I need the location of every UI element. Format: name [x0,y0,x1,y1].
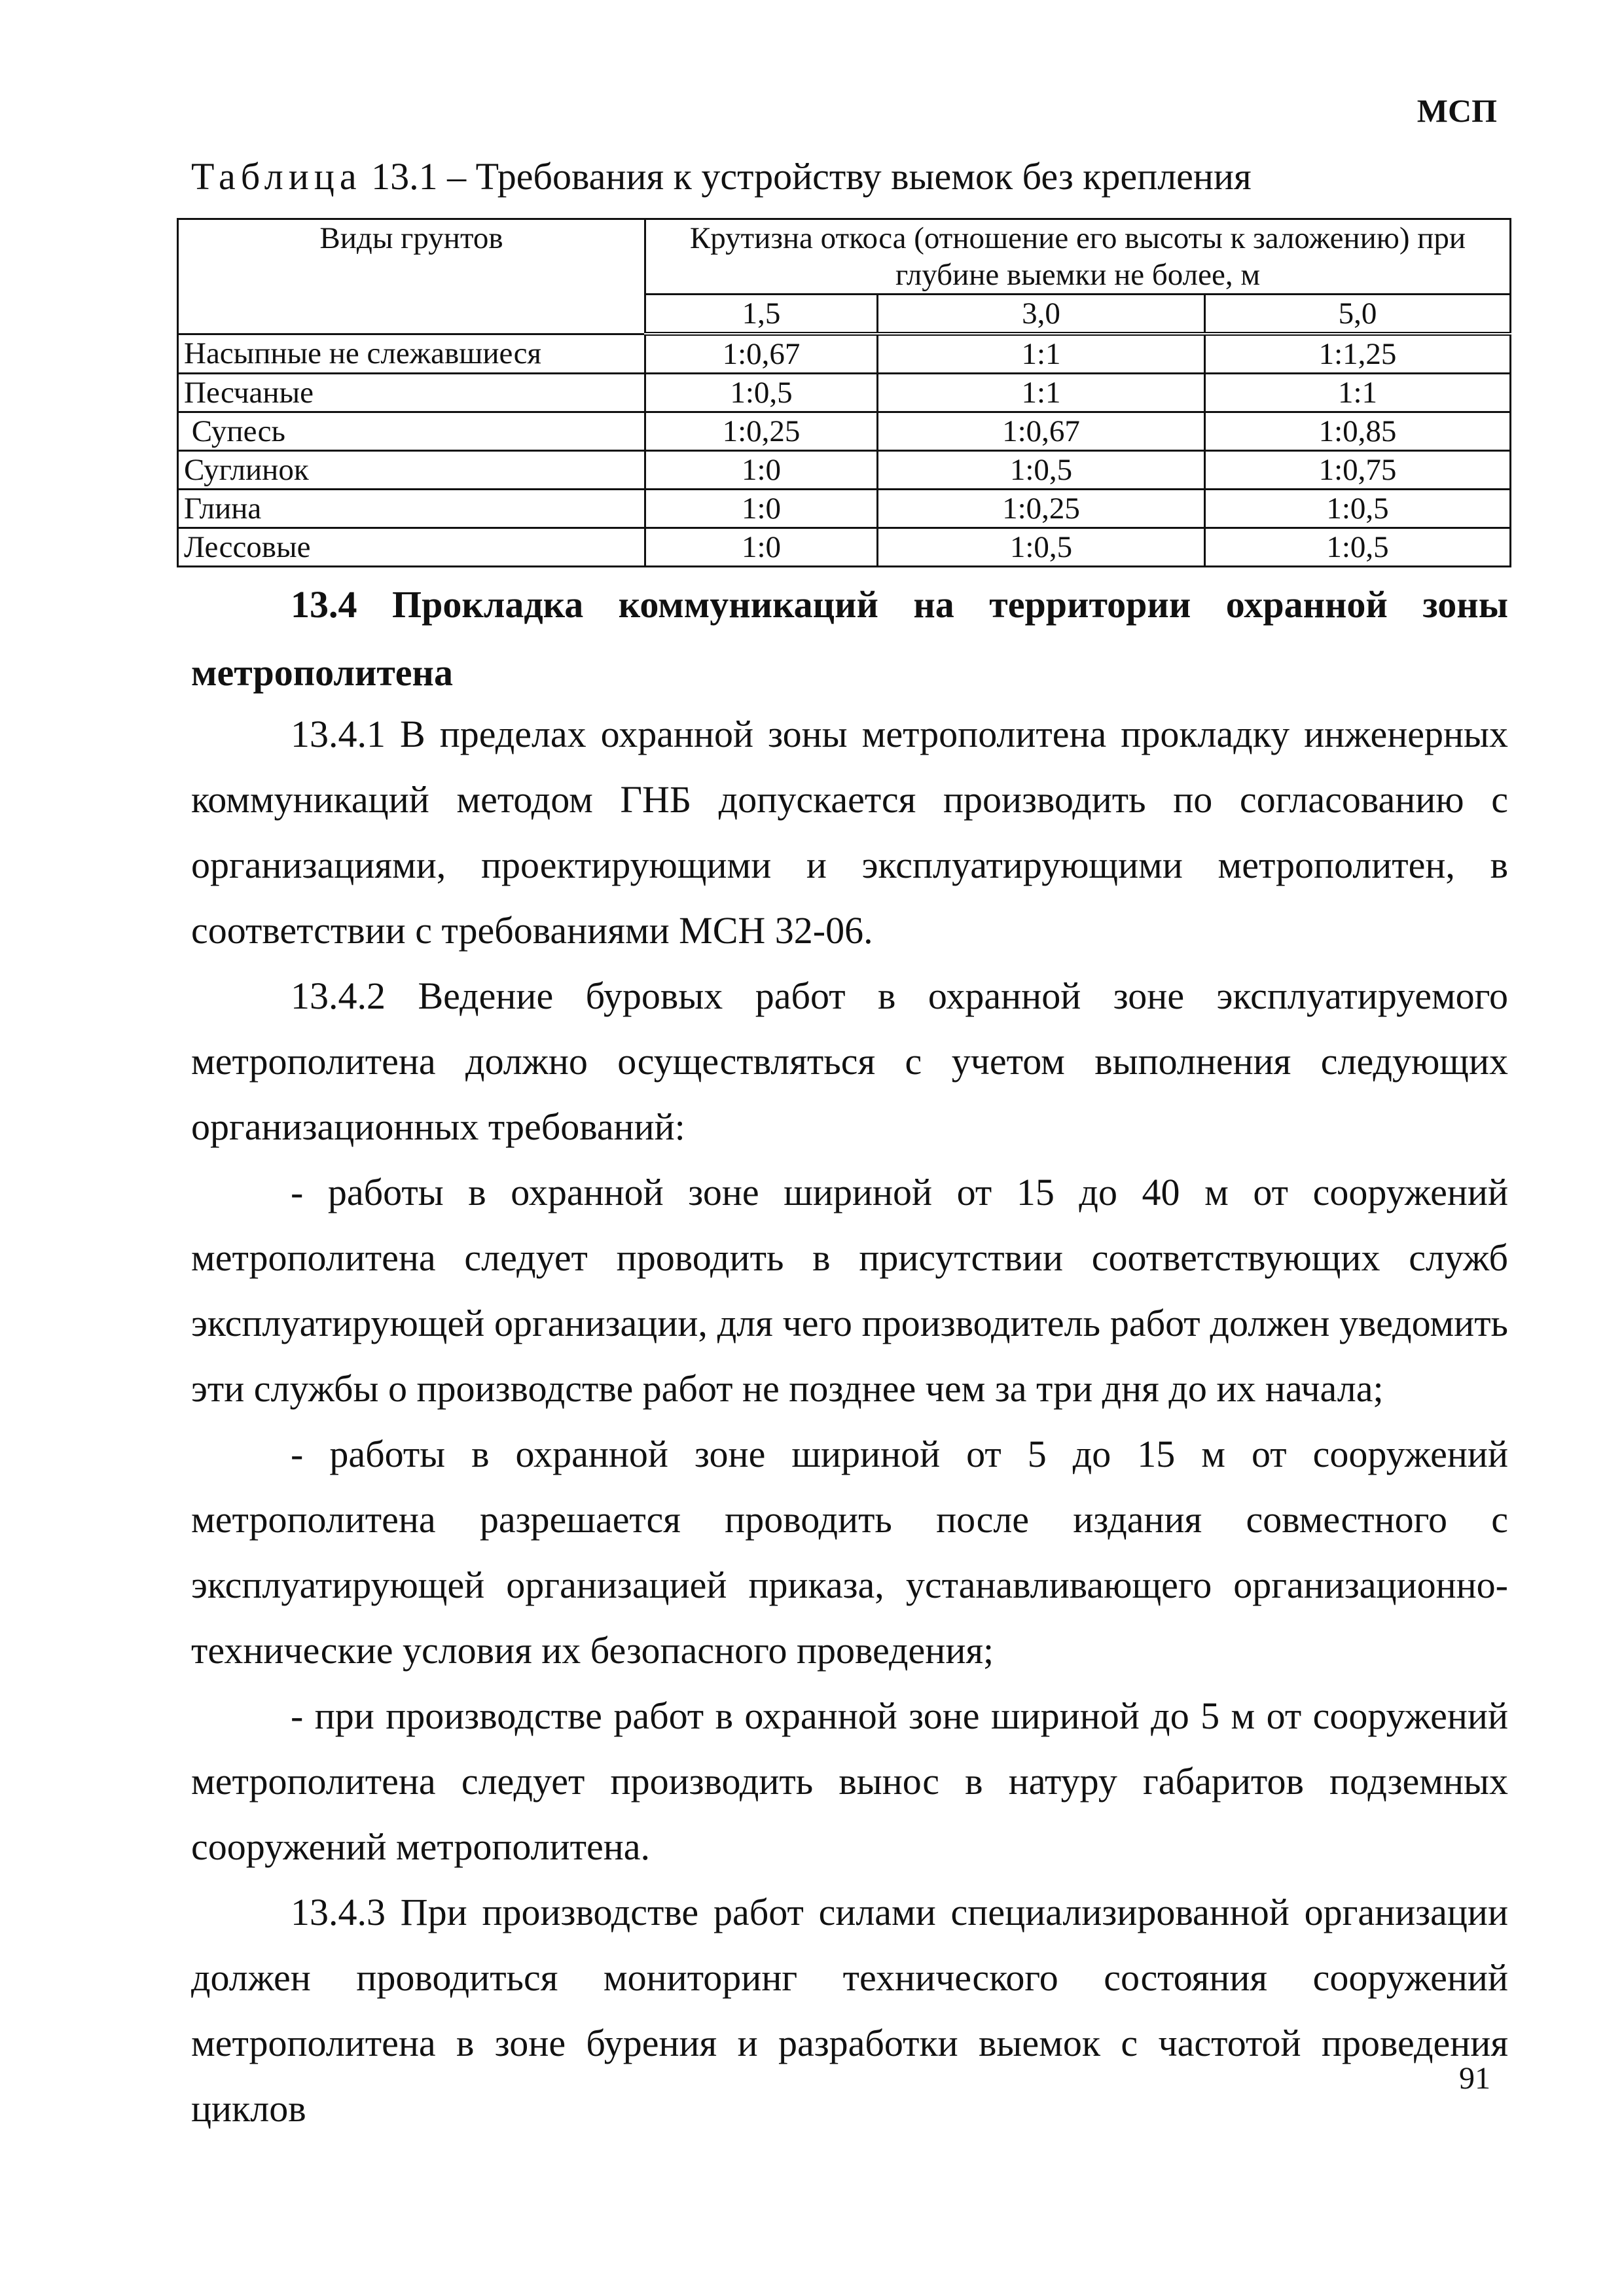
slope-value: 1:0,5 [878,451,1205,490]
slope-value: 1:0,5 [878,528,1205,567]
soil-name: Насыпные не слежавшиеся [178,334,645,374]
soil-name: Супесь [178,412,645,451]
paragraph: 13.4.3 При производстве работ силами специализированной организации должен проводиться мониторинг технического состояния сооружений метрополитена в зоне бурения и разработки выемок с частотой проведения циклов [191,1891,1508,2130]
slope-value: 1:0,5 [645,374,878,412]
header-depth: 3,0 [878,295,1205,334]
section-title: 13.4 Прокладка коммуникаций на территории охранной зоны метрополитена [191,583,1508,694]
section-body [191,702,1508,2142]
soil-name: Суглинок [178,451,645,490]
header-slope: Крутизна откоса (отношение его высоты к заложению) при глубине выемки не более, м [645,219,1511,295]
paragraph: - работы в охранной зоне шириной от 15 до 40 м от сооружений метрополитена следует проводить в присутствии соответствующих служб эксплуатирующей организации, для чего производитель работ должен уведомить эти службы о производстве работ не позднее чем за три дня до их начала; [191,1171,1508,1410]
table-caption-label: Таблица [191,155,362,198]
paragraph: 13.4.2 Ведение буровых работ в охранной зоне эксплуатируемого метрополитена должно осуществляться с учетом выполнения следующих организационных требований: [191,975,1508,1148]
table-row [178,374,1511,412]
slope-value: 1:1 [878,374,1205,412]
slope-value: 1:0,85 [1205,412,1511,451]
header-depth: 5,0 [1205,295,1511,334]
slope-value: 1:0,25 [645,412,878,451]
slope-value: 1:0,5 [1205,528,1511,567]
slope-value: 1:0,25 [878,490,1205,528]
slope-value: 1:0 [645,451,878,490]
table-row [178,334,1511,374]
slope-value: 1:0,67 [645,334,878,374]
soil-name: Песчаные [178,374,645,412]
table-row [178,451,1511,490]
slope-value: 1:0 [645,490,878,528]
slope-value: 1:0,75 [1205,451,1511,490]
table-row [178,490,1511,528]
document-code: МСП [1416,92,1497,129]
header-soil-type: Виды грунтов [178,219,645,334]
paragraph: - при производстве работ в охранной зоне шириной до 5 м от сооружений метрополитена следует производить вынос в натуру габаритов подземных сооружений метрополитена. [191,1695,1508,1868]
slope-requirements-table [177,218,1511,567]
slope-value: 1:1 [878,334,1205,374]
page-number: 91 [1459,2061,1490,2096]
slope-value: 1:1 [1205,374,1511,412]
paragraph: 13.4.1 В пределах охранной зоны метрополитена прокладку инженерных коммуникаций методом ГНБ допускается производить по согласованию с организациями, проектирующими и эксплуатирующими метрополитен, в соответствии с требованиями МСН 32-06. [191,713,1508,952]
slope-value: 1:0,5 [1205,490,1511,528]
slope-value: 1:1,25 [1205,334,1511,374]
table-row [178,412,1511,451]
slope-value: 1:0 [645,528,878,567]
soil-name: Лессовые [178,528,645,567]
table-caption [191,154,1252,198]
soil-name: Глина [178,490,645,528]
slope-value: 1:0,67 [878,412,1205,451]
header-depth: 1,5 [645,295,878,334]
table-caption-text: 13.1 – Требования к устройству выемок без крепления [361,155,1252,198]
paragraph: - работы в охранной зоне шириной от 5 до 15 м от сооружений метрополитена разрешается проводить после издания совместного с эксплуатирующей организацией приказа, устанавливающего организационно-технические условия их безопасного проведения; [191,1433,1508,1672]
table-row [178,528,1511,567]
